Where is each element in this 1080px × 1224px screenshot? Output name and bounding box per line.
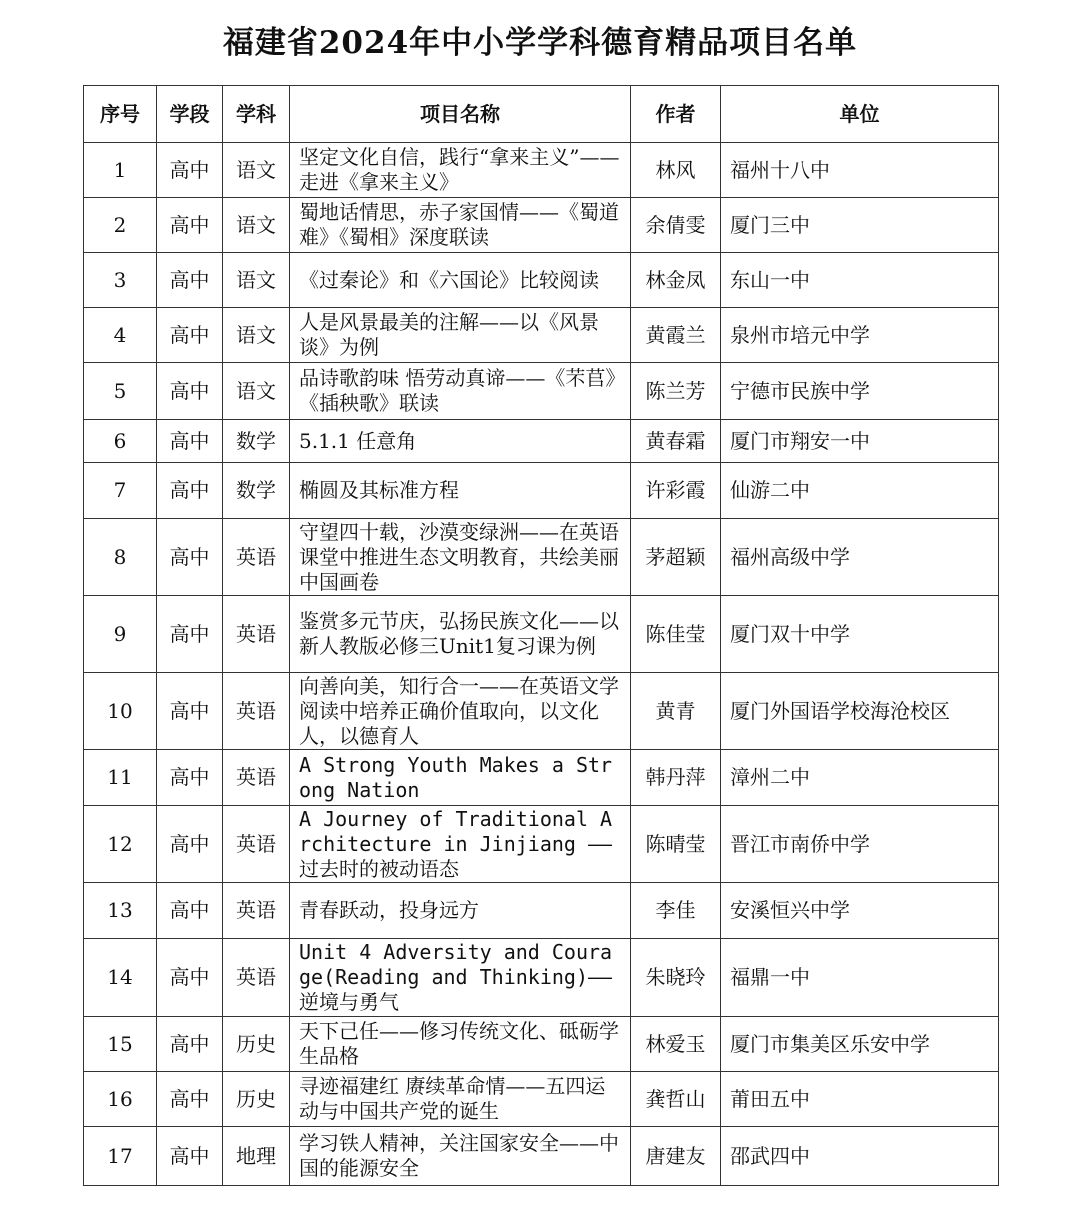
row-project: 寻迹福建红 赓续革命情——五四运动与中国共产党的诞生	[290, 1072, 631, 1127]
table-row	[84, 883, 999, 939]
row-unit: 仙游二中	[721, 463, 999, 519]
project-table	[83, 85, 999, 1186]
row-no: 9	[84, 596, 157, 673]
page-title: 福建省2024年中小学学科德育精品项目名单	[222, 25, 858, 61]
row-subject: 英语	[223, 673, 290, 750]
row-project: 蜀地话情思，赤子家国情——《蜀道难》《蜀相》深度联读	[290, 198, 631, 253]
table-row	[84, 750, 999, 806]
row-stage: 高中	[157, 806, 223, 883]
row-no: 3	[84, 253, 157, 308]
row-unit: 厦门三中	[721, 198, 999, 253]
row-author: 陈晴莹	[631, 806, 721, 883]
row-no: 8	[84, 519, 157, 596]
row-subject: 语文	[223, 308, 290, 363]
row-no: 7	[84, 463, 157, 519]
row-subject: 语文	[223, 143, 290, 198]
row-unit: 邵武四中	[721, 1127, 999, 1186]
row-project: 青春跃动，投身远方	[290, 883, 631, 939]
row-unit: 泉州市培元中学	[721, 308, 999, 363]
row-unit: 厦门市集美区乐安中学	[721, 1017, 999, 1072]
row-author: 黄青	[631, 673, 721, 750]
row-subject: 数学	[223, 420, 290, 463]
row-stage: 高中	[157, 143, 223, 198]
row-unit: 厦门市翔安一中	[721, 420, 999, 463]
table-row	[84, 363, 999, 420]
row-subject: 英语	[223, 750, 290, 806]
row-no: 14	[84, 939, 157, 1017]
row-no: 1	[84, 143, 157, 198]
row-author: 龚哲山	[631, 1072, 721, 1127]
row-no: 4	[84, 308, 157, 363]
table-row	[84, 939, 999, 1017]
row-project: 《过秦论》和《六国论》比较阅读	[290, 253, 631, 308]
row-project: 守望四十载，沙漠变绿洲——在英语课堂中推进生态文明教育，共绘美丽中国画卷	[290, 519, 631, 596]
table-row	[84, 806, 999, 883]
row-project: 学习铁人精神，关注国家安全——中国的能源安全	[290, 1127, 631, 1186]
table-header-row	[84, 86, 999, 143]
row-author: 韩丹萍	[631, 750, 721, 806]
header-unit: 单位	[721, 86, 999, 143]
row-stage: 高中	[157, 750, 223, 806]
row-author: 李佳	[631, 883, 721, 939]
row-unit: 宁德市民族中学	[721, 363, 999, 420]
row-subject: 英语	[223, 939, 290, 1017]
row-unit: 厦门外国语学校海沧校区	[721, 673, 999, 750]
row-stage: 高中	[157, 198, 223, 253]
table-row	[84, 1072, 999, 1127]
row-stage: 高中	[157, 939, 223, 1017]
row-project: Unit 4 Adversity and Courage(Reading and Thinking)——逆境与勇气	[290, 939, 631, 1017]
row-author: 朱晓玲	[631, 939, 721, 1017]
row-no: 12	[84, 806, 157, 883]
row-author: 陈佳莹	[631, 596, 721, 673]
table-row	[84, 143, 999, 198]
row-project: 鉴赏多元节庆，弘扬民族文化——以新人教版必修三Unit1复习课为例	[290, 596, 631, 673]
row-stage: 高中	[157, 1072, 223, 1127]
row-project: 5.1.1 任意角	[290, 420, 631, 463]
row-author: 林爱玉	[631, 1017, 721, 1072]
table-row	[84, 519, 999, 596]
row-author: 陈兰芳	[631, 363, 721, 420]
row-no: 17	[84, 1127, 157, 1186]
row-project: A Strong Youth Makes a Strong Nation	[290, 750, 631, 806]
row-stage: 高中	[157, 1127, 223, 1186]
table-row	[84, 596, 999, 673]
row-project: 椭圆及其标准方程	[290, 463, 631, 519]
header-no: 序号	[84, 86, 157, 143]
row-no: 11	[84, 750, 157, 806]
row-stage: 高中	[157, 596, 223, 673]
row-author: 林金凤	[631, 253, 721, 308]
row-author: 茅超颖	[631, 519, 721, 596]
row-stage: 高中	[157, 308, 223, 363]
header-stage: 学段	[157, 86, 223, 143]
row-unit: 福州十八中	[721, 143, 999, 198]
row-project: 人是风景最美的注解——以《风景谈》为例	[290, 308, 631, 363]
row-no: 6	[84, 420, 157, 463]
row-project: 坚定文化自信，践行“拿来主义”——走进《拿来主义》	[290, 143, 631, 198]
row-subject: 语文	[223, 253, 290, 308]
row-project: 向善向美，知行合一——在英语文学阅读中培养正确价值取向，以文化人，以德育人	[290, 673, 631, 750]
row-unit: 莆田五中	[721, 1072, 999, 1127]
table-row	[84, 198, 999, 253]
row-subject: 英语	[223, 806, 290, 883]
row-stage: 高中	[157, 420, 223, 463]
row-no: 10	[84, 673, 157, 750]
row-subject: 语文	[223, 198, 290, 253]
row-no: 16	[84, 1072, 157, 1127]
row-project: 天下己任——修习传统文化、砥砺学生品格	[290, 1017, 631, 1072]
header-subject: 学科	[223, 86, 290, 143]
row-unit: 福鼎一中	[721, 939, 999, 1017]
row-author: 许彩霞	[631, 463, 721, 519]
row-no: 5	[84, 363, 157, 420]
row-unit: 安溪恒兴中学	[721, 883, 999, 939]
row-unit: 漳州二中	[721, 750, 999, 806]
row-stage: 高中	[157, 673, 223, 750]
row-no: 13	[84, 883, 157, 939]
row-subject: 语文	[223, 363, 290, 420]
row-subject: 英语	[223, 596, 290, 673]
table-row	[84, 673, 999, 750]
row-subject: 英语	[223, 883, 290, 939]
table-row	[84, 1127, 999, 1186]
row-stage: 高中	[157, 883, 223, 939]
row-author: 黄春霜	[631, 420, 721, 463]
row-stage: 高中	[157, 519, 223, 596]
row-subject: 地理	[223, 1127, 290, 1186]
row-no: 15	[84, 1017, 157, 1072]
row-no: 2	[84, 198, 157, 253]
row-author: 唐建友	[631, 1127, 721, 1186]
row-subject: 历史	[223, 1017, 290, 1072]
row-author: 余倩雯	[631, 198, 721, 253]
row-stage: 高中	[157, 253, 223, 308]
row-subject: 历史	[223, 1072, 290, 1127]
table-row	[84, 463, 999, 519]
row-subject: 英语	[223, 519, 290, 596]
row-stage: 高中	[157, 363, 223, 420]
row-subject: 数学	[223, 463, 290, 519]
table-row	[84, 253, 999, 308]
row-stage: 高中	[157, 463, 223, 519]
header-author: 作者	[631, 86, 721, 143]
row-unit: 东山一中	[721, 253, 999, 308]
table-row	[84, 420, 999, 463]
row-author: 黄霞兰	[631, 308, 721, 363]
row-unit: 福州高级中学	[721, 519, 999, 596]
table-row	[84, 1017, 999, 1072]
header-project: 项目名称	[290, 86, 631, 143]
row-project: A Journey of Traditional Architecture in Jinjiang ——过去时的被动语态	[290, 806, 631, 883]
table-row	[84, 308, 999, 363]
row-project: 品诗歌韵味 悟劳动真谛——《芣苢》《插秧歌》联读	[290, 363, 631, 420]
row-stage: 高中	[157, 1017, 223, 1072]
row-author: 林风	[631, 143, 721, 198]
row-unit: 晋江市南侨中学	[721, 806, 999, 883]
row-unit: 厦门双十中学	[721, 596, 999, 673]
